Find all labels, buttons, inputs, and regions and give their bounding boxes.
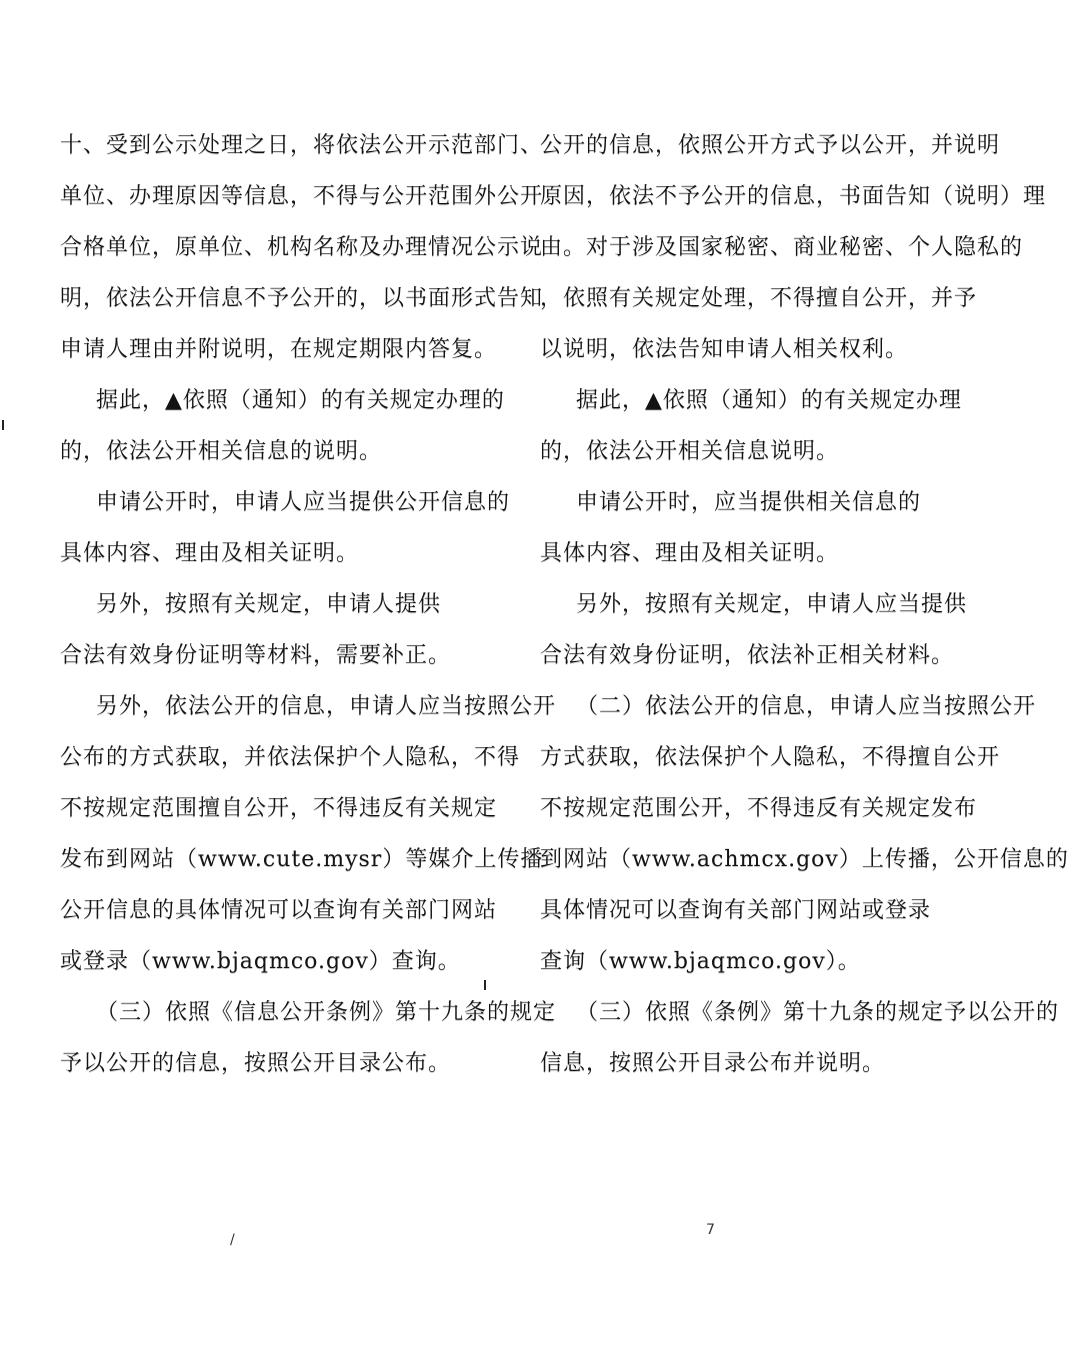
paragraph-line: 十、受到公示处理之日，将依法公开示范部门、 <box>60 133 544 158</box>
paragraph-line: 申请人理由并附说明，在规定期限内答复。 <box>60 337 498 362</box>
paragraph-line: 方式获取，依法保护个人隐私，不得擅自公开 <box>540 745 1001 770</box>
paragraph-line: 以说明，依法告知申请人相关权利。 <box>540 337 909 362</box>
paragraph-line: 另外，按照有关规定，申请人提供 <box>96 592 442 617</box>
paragraph-line: 据此，▲依照（通知）的有关规定办理 <box>576 388 962 413</box>
scan-speck <box>484 980 486 990</box>
paragraph-line: 另外，按照有关规定，申请人应当提供 <box>576 592 968 617</box>
left-page-mark: / <box>230 1232 235 1248</box>
paragraph-line: 不按规定范围擅自公开，不得违反有关规定 <box>60 796 498 821</box>
paragraph-line: 原因，依法不予公开的信息，书面告知（说明）理 <box>540 184 1047 209</box>
paragraph-line: 具体内容、理由及相关证明。 <box>60 541 360 566</box>
paragraph-line: 公开信息的具体情况可以查询有关部门网站 <box>60 898 498 923</box>
paragraph-line: 另外，依法公开的信息，申请人应当按照公开 <box>96 694 557 719</box>
paragraph-line: 或登录（www.bjaqmco.gov）查询。 <box>60 949 461 974</box>
paragraph-line: 明，依法公开信息不予公开的，以书面形式告知 <box>60 286 544 311</box>
paragraph-line: 据此，▲依照（通知）的有关规定办理的 <box>96 388 505 413</box>
paragraph-line: 合法有效身份证明等材料，需要补正。 <box>60 643 452 668</box>
paragraph-line: 合法有效身份证明，依法补正相关材料。 <box>540 643 955 668</box>
paragraph-line: （二）依法公开的信息，申请人应当按照公开 <box>576 694 1037 719</box>
paragraph-line: 的，依法公开相关信息的说明。 <box>60 439 383 464</box>
paragraph-line: 公开的信息，依照公开方式予以公开，并说明 <box>540 133 1001 158</box>
paragraph-line: 予以公开的信息，按照公开目录公布。 <box>60 1051 452 1076</box>
paragraph-line: 合格单位，原单位、机构名称及办理情况公示说 <box>60 235 544 260</box>
paragraph-line: ，依照有关规定处理，不得擅自公开，并予 <box>540 286 978 311</box>
paragraph-line: 申请公开时，应当提供相关信息的 <box>576 490 922 515</box>
paragraph-line: 信息，按照公开目录公布并说明。 <box>540 1051 886 1076</box>
paragraph-line: 具体情况可以查询有关部门网站或登录 <box>540 898 932 923</box>
scan-speck <box>2 420 4 430</box>
paragraph-line: 发布到网站（www.cute.mysr）等媒介上传播 <box>60 847 544 872</box>
paragraph-line: 不按规定范围公开，不得违反有关规定发布 <box>540 796 978 821</box>
paragraph-line: 由。对于涉及国家秘密、商业秘密、个人隐私的 <box>540 235 1024 260</box>
paragraph-line: 具体内容、理由及相关证明。 <box>540 541 840 566</box>
paragraph-line: 到网站（www.achmcx.gov）上传播，公开信息的 <box>540 847 1069 872</box>
right-text-column <box>540 120 1069 1089</box>
right-page-number: 7 <box>706 1222 715 1238</box>
left-text-column <box>60 120 557 1089</box>
paragraph-line: 的，依法公开相关信息说明。 <box>540 439 840 464</box>
paragraph-line: 申请公开时，申请人应当提供公开信息的 <box>96 490 511 515</box>
paragraph-line: 单位、办理原因等信息，不得与公开范围外公开 <box>60 184 544 209</box>
paragraph-line: （三）依照《信息公开条例》第十九条的规定 <box>96 1000 557 1025</box>
paragraph-line: （三）依照《条例》第十九条的规定予以公开的 <box>576 1000 1060 1025</box>
paragraph-line: 公布的方式获取，并依法保护个人隐私，不得 <box>60 745 521 770</box>
paragraph-line: 查询（www.bjaqmco.gov）。 <box>540 949 861 974</box>
